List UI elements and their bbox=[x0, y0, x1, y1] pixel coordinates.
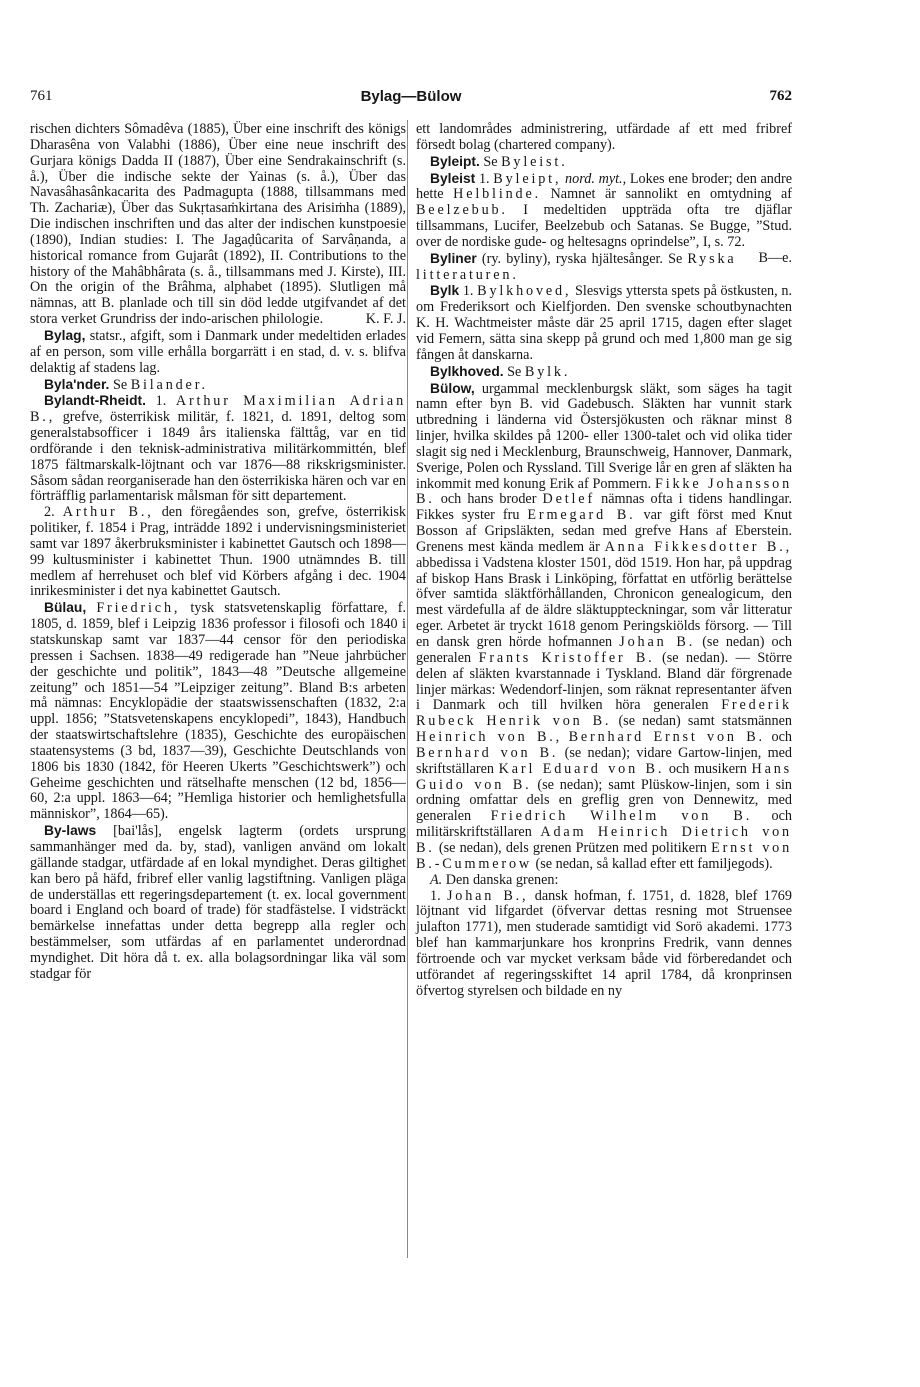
person-name: Johan B. bbox=[619, 634, 696, 650]
person-name: Anna Fikkesdotter B., bbox=[604, 538, 792, 555]
headword: Bülau, bbox=[44, 600, 87, 616]
entry-continuation: ett landområdes administrering, utfärdade af ett med fribref försedt bolag (chartered company). bbox=[416, 121, 792, 153]
headword: Bylandt-Rheidt. bbox=[44, 393, 146, 409]
headword: Bülow, bbox=[430, 380, 475, 396]
entry-byleipt: Byleipt. Se Byleist. bbox=[430, 153, 568, 170]
cross-reference: Helblinde. bbox=[453, 186, 542, 203]
entry-bylk: Bylk 1. Bylkhoved, Slesvigs yttersta spets på östkusten, n. om Frederiksort och Kielfjorden. Den svenske schoutbynachten K. H. Wachtmeister måste där 25 april 1715, dagen efter slaget vid Femern, sätta sina skepp på grund och med 1,800 man ge sig fången åt danskarna. bbox=[416, 283, 792, 363]
person-name: Detlef bbox=[542, 491, 596, 508]
entry-bulau: Bülau, Friedrich, tysk statsvetenskaplig författare, f. 1805, d. 1859, blef i Leipzig 1836 professor i filosofi och 1840 i statskunskap samt var 1837—44 censor för den periodiska pressen i Sachsen. 1838—49 redigerade han ”Neue jahrbücher der geschichte und politik”, 1843—48 ”Deutsche allgemeine zeitung” och 1851—54 ”Leipziger zeitung”. Bland B:s arbeten må nämnas: Encyklopädie der staatswissenschaften (1832, 2:a uppl. 1856; ”Statsvetenskapens encyklopedi”, 1843), Handbuch der staatswirtschaftslehre (1835), Geschichte des europäischen staatensystems (3 bd, 1837—39), Geschichte Deutschlands von 1806 bis 1830 (1842, för Heeren Ukerts ”Geschichtswerk”) och Geheime geschichten und rätselhafte menschen (12 bd, 1856—60, 2:a uppl. 1863—64; ”Hemliga historier och hemlighetsfulla människor”, 1864—65). bbox=[30, 600, 406, 823]
page-number-right: 762 bbox=[769, 88, 792, 104]
headword: Bylag, bbox=[44, 327, 86, 343]
entry-bylander: Byla'nder. Se Bilander. bbox=[44, 376, 208, 393]
headword: Byleipt. bbox=[430, 153, 480, 169]
cross-reference: Ryska litteraturen. bbox=[416, 250, 737, 283]
headword: Byliner bbox=[430, 250, 477, 266]
cross-reference: Byleist. bbox=[501, 153, 568, 170]
person-name: Adam Heinrich Dietrich von B. bbox=[416, 824, 792, 856]
cross-reference: Beelzebub. bbox=[416, 202, 508, 219]
person-name: Bernhard Ernst von B. bbox=[568, 729, 765, 746]
person-name: Friedrich, bbox=[96, 600, 181, 617]
person-name: Friedrich Wilhelm von B. bbox=[490, 808, 753, 825]
person-name: Frants Kristoffer B. bbox=[478, 649, 655, 666]
person-name: Arthur Maximilian Adrian B., bbox=[30, 393, 407, 426]
person-name: Hans Guido von B. bbox=[416, 760, 793, 793]
cross-reference: Bilander. bbox=[130, 376, 208, 393]
person-name: Bernhard von B. bbox=[416, 744, 559, 761]
person-name: Ermegard B. bbox=[527, 507, 636, 524]
person-name: Frederik Rubeck Henrik von B. bbox=[416, 697, 792, 730]
cross-reference: Bylk. bbox=[524, 363, 571, 380]
entry-by-laws: By-laws [bai'lås], engelsk lagterm (ordets ursprung sammanhänger med da. by, stad), vanligen använd om lokalt gällande stadgar, utfärdade af en lokal myndighet. Deras giltighet kan bero på häfd, fribref eller vanlig lagstiftning. Vanligen pläga de underställas ett regeringsdepartement (t. ex. local government board i England och board of trade) för stadfästelse. I vidsträckt bemärkelse innefattas under detta begrepp alla regler och bestämmelser, som utfärdas af en parlamentet underordnad myndighet. Dit höra då t. ex. alla bolagsordningar lika väl som stadgar för bbox=[30, 823, 406, 982]
author-signature: K. F. J. bbox=[365, 311, 406, 328]
person-name: Karl Eduard von B. bbox=[498, 760, 665, 777]
person-name: Ernst von B.-Cummerow bbox=[416, 839, 793, 872]
section-danish-branch: A. Den danska grenen: bbox=[430, 871, 559, 888]
entry-bylag: Bylag, statsr., afgift, som i Danmark under medeltiden erlades af en person, som ville erhålla borgarrätt i en stad, d. v. s. blifva delaktig af stadens lag. bbox=[30, 327, 407, 376]
headword: Byleist bbox=[430, 170, 476, 186]
entry-bylkhoved: Bylkhoved. Se Bylk. bbox=[430, 363, 571, 380]
person-name: Fikke Johansson B. bbox=[416, 475, 793, 508]
person-name: Johan B., bbox=[446, 887, 529, 904]
cross-reference: Byleipt, bbox=[493, 170, 562, 187]
entry-byliner: Byliner (ry. byliny), ryska hjältesånger. Se Ryska litteraturen. bbox=[416, 250, 737, 283]
cross-reference: Bylkhoved, bbox=[477, 283, 572, 300]
running-title: Bylag—Bülow bbox=[360, 88, 462, 105]
entry-bylandt-rheidt-2: 2. Arthur B., den föregåendes son, grefve, österrikisk politiker, f. 1854 i Prag, inträdde 1892 i undervisningsministeriet samt var 1897 åkerbruksminister i kabinettet Gautsch och 1898—99 kultusminister i kabinettet Thun. 1900 utnämndes B. till medlem af herrehuset och blef vid Körbers afgång i dec. 1904 inrikesminister i det nya kabinettet Gautsch. bbox=[30, 504, 407, 600]
entry-byleist: Byleist 1. Byleipt, nord. myt., Lokes ene broder; den andre hette Helblinde. Namnet är sannolikt en omtydning af Beelzebub. I medeltiden uppträda ofta tre djäflar tillsammans, Lucifer, Beelzebub och Satanas. Se Bugge, ”Stud. over de nordiske gude- og heltesagns oprindelse”, I, s. 72. B—e. bbox=[416, 170, 793, 266]
entry-continuation: rischen dichters Sômadêva (1885), Über eine inschrift des königs Dharasêna von Valabhi (1886), Über eine neue inschrift des Gurjara königs Dadda II (1887), Über eine Sendrakainschrift (s. å.), Über die indische sekte der Yainas (s. å.), Über das Navasâhasânkacarita des Padmagupta (1888, tillsammans med Th. Zachariæ), Über das Sukṛtasaṁkirtana des Arisiṁha (1889), Die indischen inschriften und das alter der indischen kunstpoesie (1890), Indian studies: I. The Jagaḍûcarita of Sarvâṇanda, a historical romance from Gujarât (1892), II. Contributions to the history of the Mahâbhârata (s. å., tillsammans med J. Kirste), III. On the origin of the Brâhma, alphabet (1895). Slutligen må nämnas, att B. planlade och till sin död ledde utgifvandet af det stora verket Grundriss der indo-arischen philologie. K. F. J. bbox=[30, 121, 406, 328]
right-column bbox=[416, 122, 792, 999]
column-divider bbox=[407, 120, 408, 1258]
left-column bbox=[30, 122, 406, 983]
entry-bulow: Bülow, urgammal mecklenburgsk släkt, som säges ha tagit namn efter byn B. vid Gadebusch. Släkten har vunnit stark utbredning i länderna vid Östersjökusten och räknar minst 8 linjer, hvilka skildes på 1200- eller 1300-talet och vid olika tider slagit sig ned i Mecklenburg, Braunschweig, Hannover, Danmark, Sverige, Polen och Ryssland. Till Sverige lår en gren af släkten ha inkommit med konung Erik af Pommern. Fikke Johansson B. och hans broder Detlef nämnas ofta i tidens handlingar. Fikkes syster fru Ermegard B. var gift först med Knut Bosson af Gripsläkten, sedan med grefve Hans af Eberstein. Grenens mest kända medlem är Anna Fikkesdotter B., abbedissa i Vadstena kloster 1501, död 1519. Hon har, på uppdrag af biskop Hans Brask i Linköping, författat en utförlig berättelse öfver samtida släktförhållanden, Chronicon genealogicum, den mest värdefulla af de äldre släktuppteckningar, som vår litteratur eger. Arbetet är tryckt 1618 genom Peringskiölds försorg. — Till en dansk gren hörde hofmannen Johan B. (se nedan) och generalen Frants Kristoffer B. (se nedan). — Större delen af släkten kvarstannade i Tyskland. Bland där förgrenade linjer märkas: Wedendorf-linjen, som räknat representanter äfven i Danmark och till hvilken höra generalen Frederik Rubeck Henrik von B. (se nedan) samt statsmännen Heinrich von B., Bernhard Ernst von B. och Bernhard von B. (se nedan); vidare Gartow-linjen, med skriftställaren Karl Eduard von B. och musikern Hans Guido von B. (se nedan); samt Plüskow-linjen, som i sin ordning omfattar dels en greflig gren von Dennewitz, med generalen Friedrich Wilhelm von B. och militärskriftställaren Adam Heinrich Dietrich von B. (se nedan), dels grenen Prützen med politikern Ernst von B.-Cummerow (se nedan, så kallad efter ett familjegods). bbox=[416, 380, 793, 872]
headword: Bylk bbox=[430, 283, 460, 299]
headword: Bylkhoved. bbox=[430, 363, 504, 379]
headword: Byla'nder. bbox=[44, 376, 110, 392]
person-name: Arthur B., bbox=[62, 504, 154, 521]
page-header bbox=[30, 88, 792, 110]
entry-johan-bulow: 1. Johan B., dansk hofman, f. 1751, d. 1828, blef 1769 löjtnant vid lifgardet (öfvervar dettas resning mot Struensee julafton 1771), men studerade samtidigt vid Sorö akademi. 1773 blef han kammarjunkare hos kronprins Fredrik, vann dennes förtroende och var mycket verksam både vid förberedandet och utförandet af regeringsskiftet 14 april 1784, då kronprinsen öfvertog styrelsen och bildade en ny bbox=[416, 887, 792, 999]
entry-bylandt-rheidt: Bylandt-Rheidt. 1. Arthur Maximilian Adrian B., grefve, österrikisk militär, f. 1821, d. 1891, deltog som generalstabsofficer i 1849 års italienska fälttåg, var en tid ordförande i den teknisk-administrativa militärkommittén, blef 1875 fältmarskalk-löjtnant och var 1876—88 rikskrigsminister. Såsom sådan reorganiserade han den österrikiska hären och var en förträfflig parlamentarisk målsman för sitt departement. bbox=[30, 393, 407, 505]
person-name: Heinrich von B., bbox=[416, 729, 563, 746]
headword: By-laws bbox=[44, 823, 97, 839]
page-number-left: 761 bbox=[30, 88, 53, 104]
author-signature: B—e. bbox=[758, 249, 792, 266]
